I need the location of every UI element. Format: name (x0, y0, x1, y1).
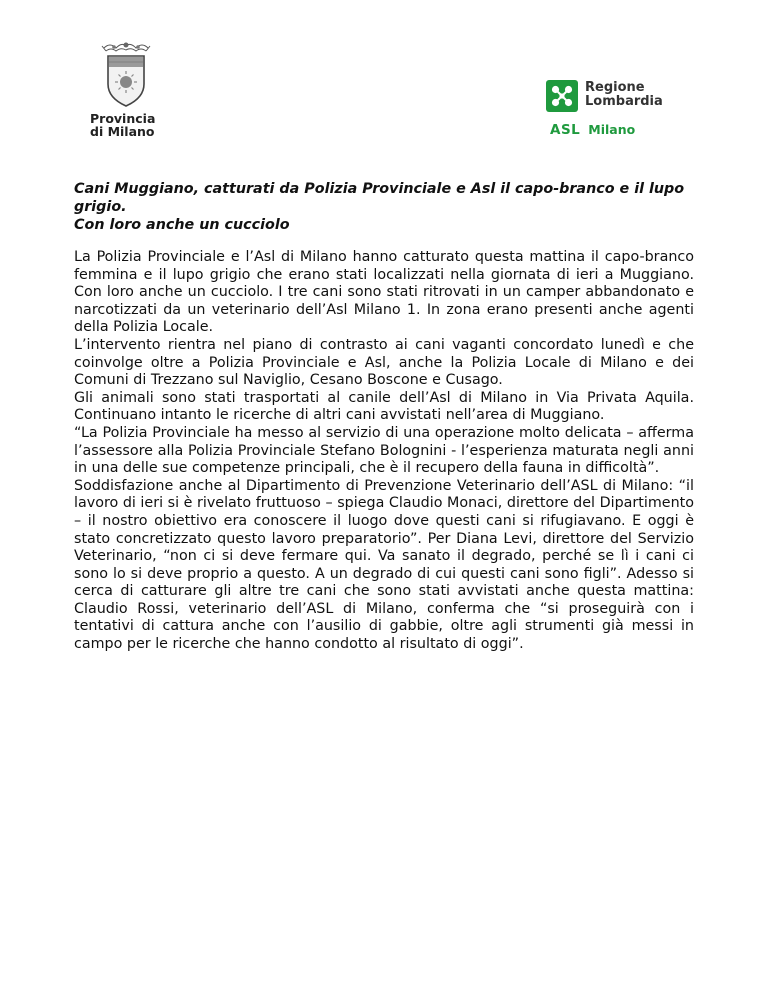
article-paragraph: Soddisfazione anche al Dipartimento di Prevenzione Veterinario dell’ASL di Milano: “il lavoro di ieri si è rivelato fruttuoso – spiega Claudio Monaci, direttore del Dipartimento – il nostro obiettivo era conoscere il luogo dove questi cani si rifugiavano. E oggi è stato concretizzato questo lavoro preparatorio”. Per Diana Levi, direttore del Servizio Veterinario, “non ci si deve fermare qui. Va sanato il degrado, perché se lì i cani ci sono lo si deve proprio a questo. A un degrado di cui questi cani sono figli”. Adesso si cerca di catturare gli altre tre cani che sono stati avvistati anche questa mattina: Claudio Rossi, veterinario dell’ASL di Milano, conferma che “si proseguirà con i tentativi di cattura anche con l’ausilio di gabbie, oltre agli strumenti già messi in campo per le ricerche che hanno condotto al risultato di oggi”. (74, 477, 694, 653)
provincia-name (90, 112, 170, 138)
provincia-crest-icon (94, 38, 158, 110)
article-title-line2: Con loro anche un cucciolo (74, 217, 290, 233)
asl-label: ASL (550, 122, 581, 138)
article-body (74, 249, 694, 654)
article-paragraph: Gli animali sono stati trasportati al canile dell’Asl di Milano in Via Privata Aquila. Continuano intanto le ricerche di altri cani avvistati nell’area di Muggiano. (74, 389, 694, 424)
article-title (74, 180, 704, 234)
provincia-name-line2: di Milano (90, 124, 155, 139)
article-title-line1: Cani Muggiano, catturati da Polizia Provinciale e Asl il capo-branco e il lupo grigio. (74, 181, 685, 215)
provincia-di-milano-logo (88, 38, 164, 142)
asl-milano-label (550, 119, 635, 138)
asl-city-label: Milano (588, 122, 636, 137)
provincia-name-line1: Provincia (90, 111, 156, 126)
regione-name (585, 81, 663, 108)
regione-name-line2: Lombardia (585, 93, 663, 109)
regione-lombardia-rose-icon (546, 80, 578, 112)
article-paragraph: La Polizia Provinciale e l’Asl di Milano hanno catturato questa mattina il capo-branco femmina e il lupo grigio che erano stati localizzati nella giornata di ieri a Muggiano. Con loro anche un cucciolo. I tre cani sono stati ritrovati in un camper abbandonato e narcotizzati da un veterinario dell’Asl Milano 1. In zona erano presenti anche agenti della Polizia Locale. (74, 249, 694, 336)
regione-name-line1: Regione (585, 80, 645, 95)
article-paragraph: “La Polizia Provinciale ha messo al servizio di una operazione molto delicata – afferma l’assessore alla Polizia Provinciale Stefano Bolognini - l’esperienza maturata negli anni in una delle sue competenze principali, che è il recupero della fauna in difficoltà”. (74, 424, 694, 477)
regione-lombardia-asl-logo (546, 78, 676, 138)
article-paragraph: L’intervento rientra nel piano di contrasto ai cani vaganti concordato lunedì e che coinvolge oltre a Polizia Provinciale e Asl, anche la Polizia Locale di Milano e dei Comuni di Trezzano sul Naviglio, Cesano Boscone e Cusago. (74, 336, 694, 389)
